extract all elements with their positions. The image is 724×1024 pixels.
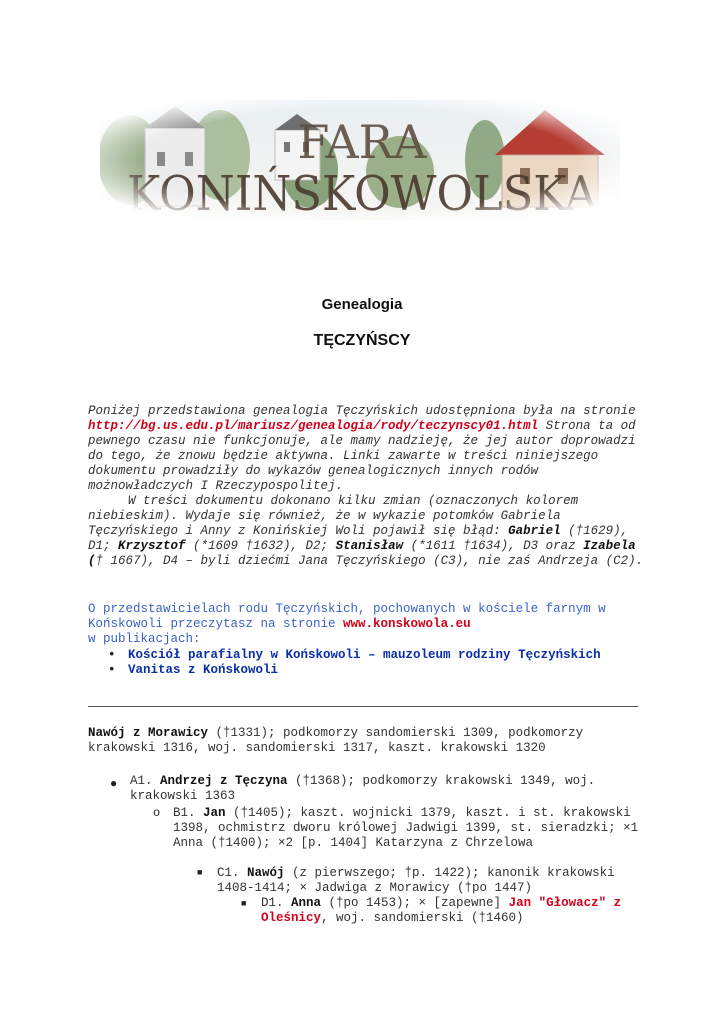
gen-root: Nawój z Morawicy (†1331); podkomorzy sandomierski 1309, podkomorzy krakowski 1316, woj. sandomierski 1317, kaszt. krakowski 1320 [88, 726, 584, 755]
spouse-link[interactable]: Jan "Głowacz" z Oleśnicy [261, 896, 622, 925]
bullet-disc-icon: ● [110, 777, 118, 791]
bullet-circle-icon: o [153, 806, 161, 820]
gen-c1: C1. Nawój (z pierwszego; †p. 1422); kanonik krakowski 1408-1414; × Jadwiga z Morawicy (†po 1447) [217, 866, 615, 895]
source-link[interactable]: http://bg.us.edu.pl/mariusz/genealogia/rody/teczynscy01.html [88, 419, 539, 433]
intro-paragraph-2: W treści dokumentu dokonano kilku zmian (oznaczonych kolorem niebieskim). Wydaje się również, że w wykazie potomków Gabriela Tęczyńskiego i Anny z Konińskiej Woli pojawił się błąd: Gabriel (†1629), D1; Krzysztof (*1609 †1632), D2; Stanisław (*1611 †1634), D3 oraz Izabela († 1667), D4 – byli dziećmi Jana Tęczyńskiego (C3), nie zaś Andrzeja (C2). [88, 494, 644, 568]
gen-b1: B1. Jan (†1405); kaszt. wojnicki 1379, kaszt. i st. krakowski 1398, ochmistrz dworu królowej Jadwigi 1399, st. sieradzki; ×1 Anna (†1400); ×2 [p. 1404] Katarzyna z Chrzelowa [173, 806, 639, 850]
banner-image [100, 100, 620, 220]
burial-info-text: O przedstawicielach rodu Tęczyńskich, pochowanych w kościele farnym w Końskowoli przeczytasz na stronie www.konskowola.eu [88, 602, 606, 631]
intro-paragraphs [88, 404, 648, 569]
intro-paragraph-1: Poniżej przedstawiona genealogia Tęczyńskich udostępniona była na stronie http://bg.us.edu.pl/mariusz/genealogia/rody/teczynscy01.html Strona ta od pewnego czasu nie funkcjonuje, ale mamy nadzieję, że jej autor doprowadzi do tego, że znowu będzie aktywna. Linki zawarte w treści niniejszego dokumentu prowadziły do wykazów genealogicznych innych rodów możnowładczych I Rzeczypospolitej. [88, 404, 636, 493]
site-link[interactable]: www.konskowola.eu [343, 617, 471, 631]
divider [88, 706, 638, 707]
publication-link-church[interactable]: • Kościół parafialny w Końskowoli – mauzoleum rodziny Tęczyńskich [128, 648, 648, 663]
page-title: TĘCZYŃSCY [313, 332, 411, 349]
gen-d1: D1. Anna (†po 1453); × [zapewne] Jan "Głowacz" z Oleśnicy, woj. sandomierski (†1460) [261, 896, 622, 925]
bullet-square-icon: ■ [241, 899, 247, 909]
bullet-square-icon: ■ [197, 868, 203, 878]
page-subtitle: Genealogia [321, 296, 403, 313]
publication-list [88, 648, 648, 678]
burial-info-text-2: w publikacjach: [88, 632, 201, 646]
publication-link-vanitas[interactable]: • Vanitas z Końskowoli [128, 663, 648, 678]
gen-a1: A1. Andrzej z Tęczyna (†1368); podkomorzy krakowski 1349, woj. krakowski 1363 [130, 774, 596, 803]
burial-info [88, 602, 648, 678]
